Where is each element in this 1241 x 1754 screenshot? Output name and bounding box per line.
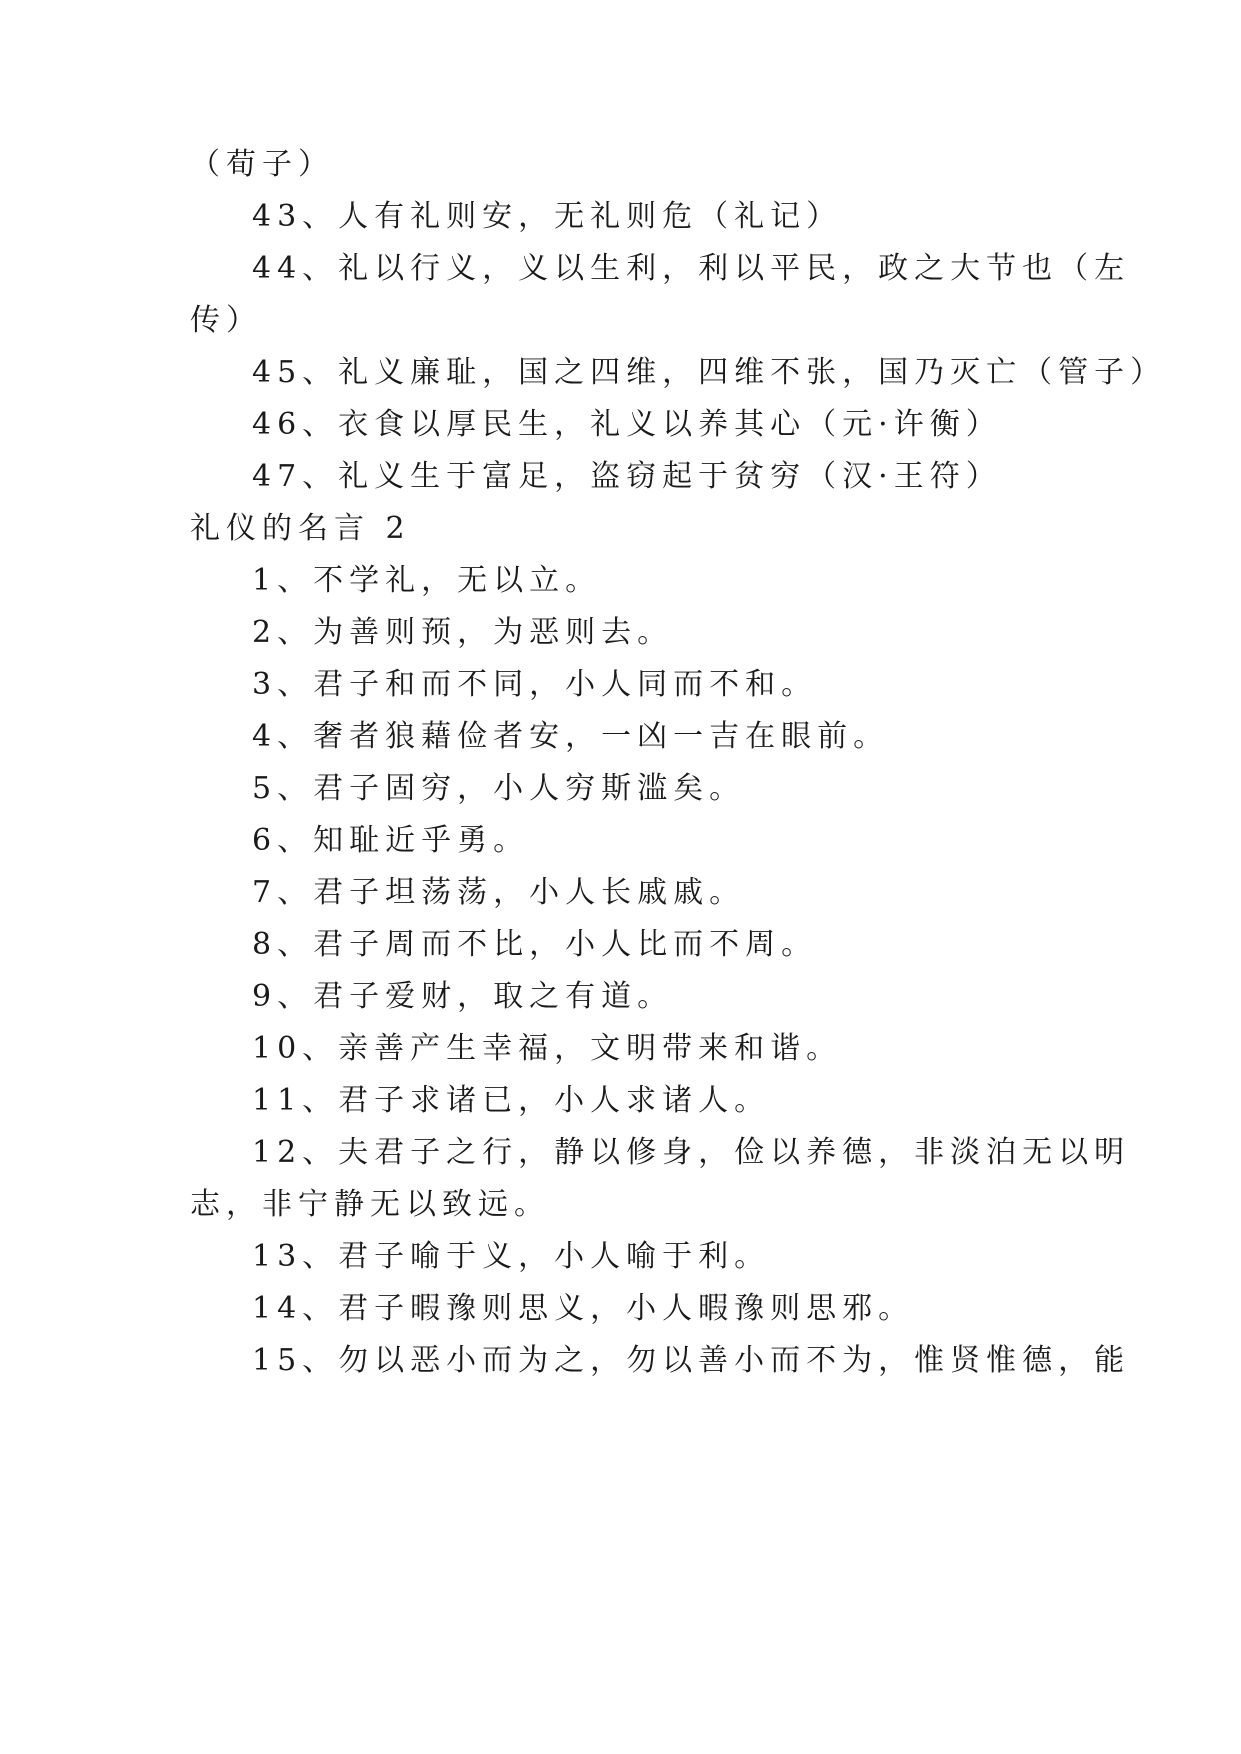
text-line: 12、夫君子之行，静以修身，俭以养德，非淡泊无以明: [252, 1135, 1131, 1170]
text-line: 3、君子和而不同，小人同而不和。: [252, 667, 818, 702]
text-line: 44、礼以行义，义以生利，利以平民，政之大节也（左: [252, 251, 1131, 286]
text-line: 7、君子坦荡荡，小人长戚戚。: [252, 875, 746, 910]
text-line: 4、奢者狼藉俭者安，一凶一吉在眼前。: [252, 719, 890, 754]
text-line: 1、不学礼，无以立。: [252, 563, 602, 598]
text-line: 11、君子求诸已，小人求诸人。: [252, 1083, 771, 1118]
text-line: 志，非宁静无以致远。: [190, 1187, 550, 1222]
text-line: （荀子）: [190, 147, 334, 182]
text-line: 45、礼义廉耻，国之四维，四维不张，国乃灭亡（管子）: [252, 355, 1167, 390]
text-line: 13、君子喻于义，小人喻于利。: [252, 1239, 771, 1274]
text-line: 2、为善则预，为恶则去。: [252, 615, 674, 650]
text-line: 43、人有礼则安，无礼则危（礼记）: [252, 199, 843, 234]
section-heading: 礼仪的名言 2: [190, 511, 411, 546]
text-line: 15、勿以恶小而为之，勿以善小而不为，惟贤惟德，能: [252, 1343, 1131, 1378]
text-line: 传）: [190, 303, 262, 338]
text-line: 8、君子周而不比，小人比而不周。: [252, 927, 818, 962]
text-line: 14、君子暇豫则思义，小人暇豫则思邪。: [252, 1291, 915, 1326]
text-line: 5、君子固穷，小人穷斯滥矣。: [252, 771, 746, 806]
text-line: 9、君子爱财，取之有道。: [252, 979, 674, 1014]
text-line: 46、衣食以厚民生，礼义以养其心（元·许衡）: [252, 407, 1002, 442]
text-line: 6、知耻近乎勇。: [252, 823, 530, 858]
text-line: 47、礼义生于富足，盗窃起于贫穷（汉·王符）: [252, 459, 1002, 494]
text-line: 10、亲善产生幸福，文明带来和谐。: [252, 1031, 843, 1066]
